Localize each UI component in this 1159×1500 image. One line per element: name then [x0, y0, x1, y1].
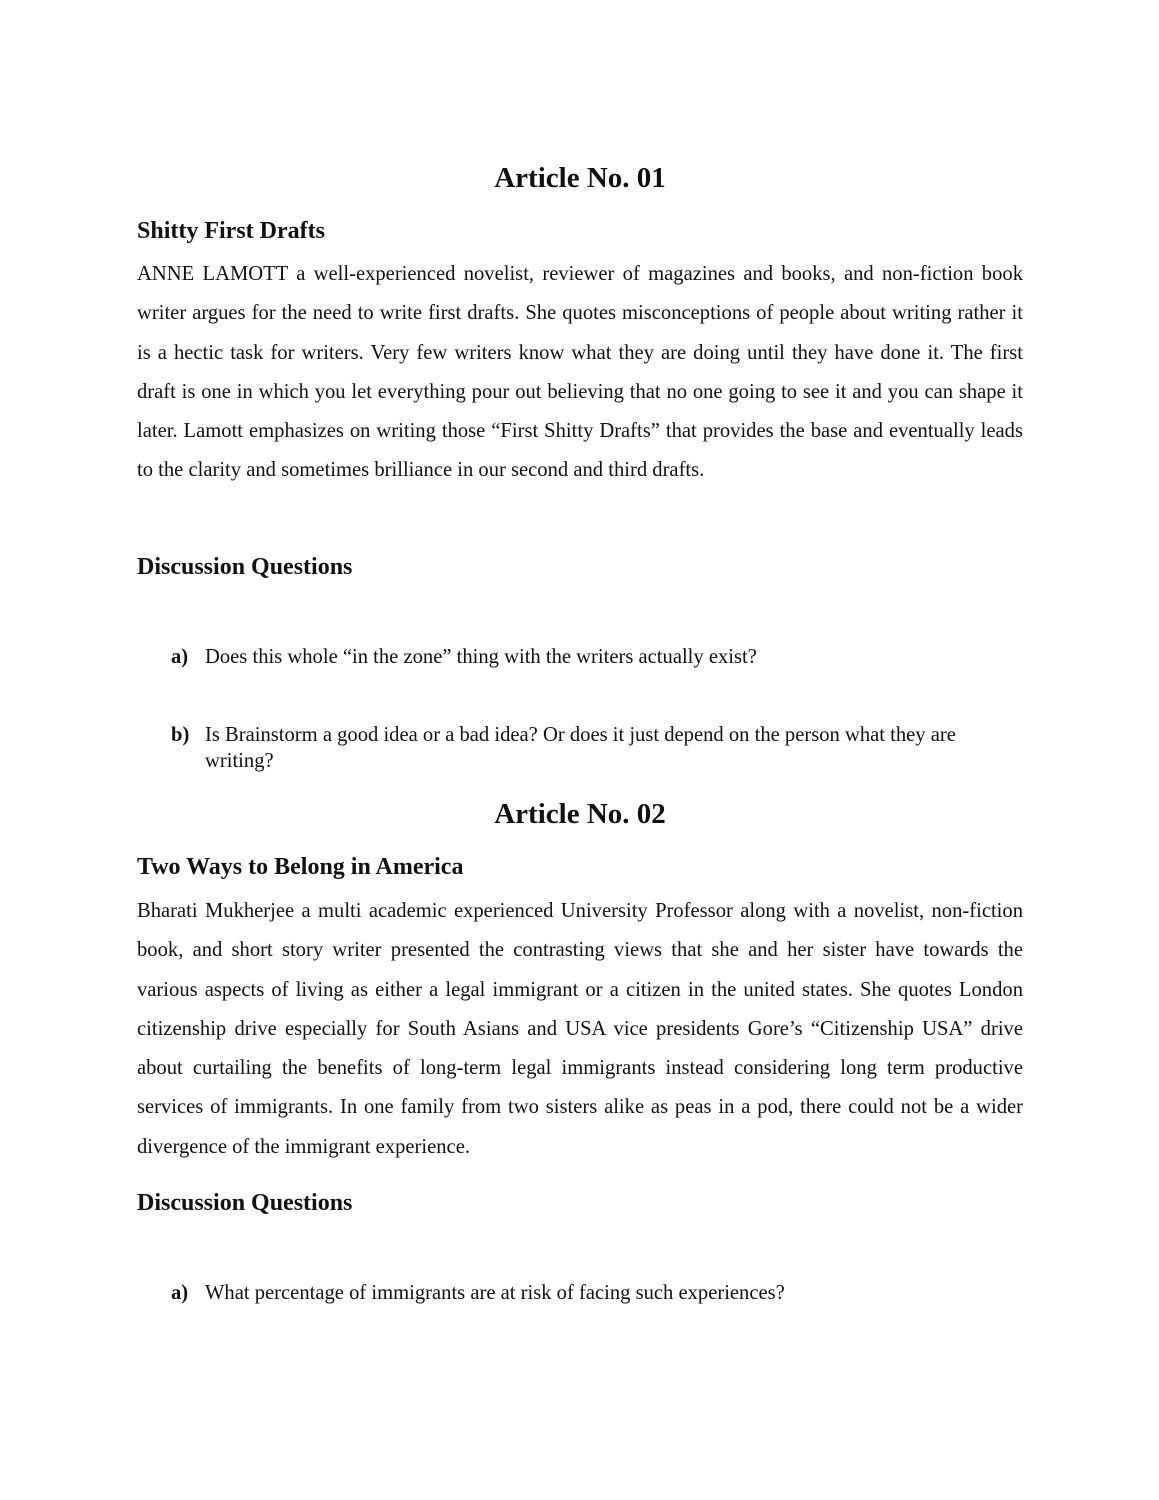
article-2-title: Two Ways to Belong in America: [137, 854, 464, 880]
question-text: What percentage of immigrants are at risk of facing such experiences?: [205, 1282, 785, 1304]
article-1-question-a: [171, 644, 1023, 670]
article-1-title: Shitty First Drafts: [137, 218, 325, 244]
article-2-discussion-heading: Discussion Questions: [137, 1190, 353, 1216]
article-1-question-b: [171, 722, 1023, 774]
article-1-discussion-heading: Discussion Questions: [137, 554, 353, 580]
question-marker: a): [171, 646, 189, 668]
question-marker: a): [171, 1282, 189, 1304]
article-1-heading: Article No. 01: [494, 162, 666, 194]
article-2-heading: Article No. 02: [494, 798, 666, 830]
article-1-summary: ANNE LAMOTT a well-experienced novelist, reviewer of magazines and books, and non-fiction book writer argues for the need to write first drafts. She quotes misconceptions of people about writing rather it is a hectic task for writers. Very few writers know what they are doing until they have done it. The first draft is one in which you let everything pour out believing that no one going to see it and you can shape it later. Lamott emphasizes on writing those “First Shitty Drafts” that provides the base and eventually leads to the clarity and sometimes brilliance in our second and third drafts.: [137, 263, 1023, 482]
question-text: Is Brainstorm a good idea or a bad idea? Or does it just depend on the person what they are writing?: [205, 724, 956, 772]
article-2-question-a: [171, 1280, 1023, 1306]
question-text: Does this whole “in the zone” thing with the writers actually exist?: [205, 646, 757, 668]
question-marker: b): [171, 724, 190, 746]
article-2-summary: Bharati Mukherjee a multi academic experienced University Professor along with a novelist, non-fiction book, and short story writer presented the contrasting views that she and her sister have towards the various aspects of living as either a legal immigrant or a citizen in the united states. She quotes London citizenship drive especially for South Asians and USA vice presidents Gore’s “Citizenship USA” drive about curtailing the benefits of long-term legal immigrants instead considering long term productive services of immigrants. In one family from two sisters alike as peas in a pod, there could not be a wider divergence of the immigrant experience.: [137, 900, 1023, 1158]
